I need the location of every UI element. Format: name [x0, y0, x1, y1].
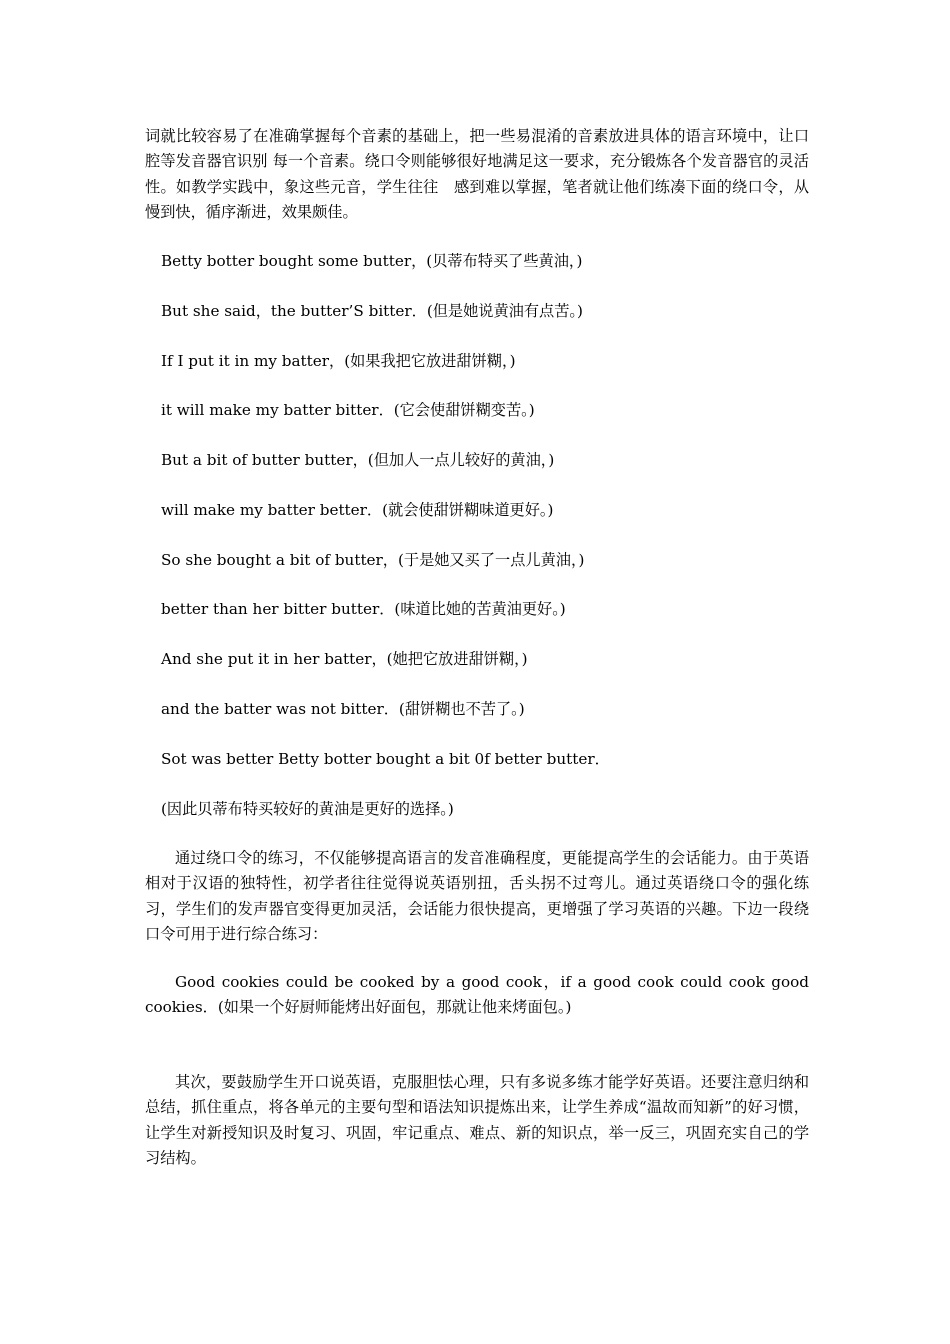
- twister-line-3: If I put it in my batter，(如果我把它放进甜饼糊，): [161, 352, 516, 370]
- twister-line-9: And she put it in her batter，(她把它放进甜饼糊，): [161, 650, 528, 668]
- twister-line-2: But she said，the butter’S bitter．(但是她说黄油有点苦。): [161, 302, 583, 320]
- twister-line-12: (因此贝蒂布特买较好的黄油是更好的选择。): [161, 800, 454, 818]
- twister-line-7: So she bought a bit of butter，(于是她又买了一点儿黄油，): [161, 551, 585, 569]
- twister-line-5: But a bit of butter butter，(但加人一点儿较好的黄油，): [161, 451, 555, 469]
- twister-line-1: Betty botter bought some butter，(贝蒂布特买了些黄油，): [161, 252, 583, 270]
- twister-line-8: better than her bitter butter．(味道比她的苦黄油更好。): [161, 600, 566, 618]
- conclusion-paragraph: 其次，要鼓励学生开口说英语，克服胆怯心理，只有多说多练才能学好英语。还要注意归纳和总结，抓住重点，将各单元的主要句型和语法知识提炼出来，让学生养成“温故而知新”的好习惯，让学生对新授知识及时复习、巩固，牢记重点、难点、新的知识点，举一反三，巩固充实自己的学习结构。: [145, 1073, 809, 1167]
- twister-line-4: it will make my batter bitter．(它会使甜饼糊变苦。): [161, 401, 535, 419]
- practice-paragraph: 通过绕口令的练习，不仅能够提高语言的发音准确程度，更能提高学生的会话能力。由于英语相对于汉语的独特性，初学者往往觉得说英语别扭，舌头拐不过弯儿。通过英语绕口令的强化练习，学生们的发声器官变得更加灵活，会话能力很快提高，更增强了学习英语的兴趣。下边一段绕口令可用于进行综合练习：: [145, 849, 809, 943]
- twister-line-11: Sot was better Betty botter bought a bit 0f better butter．: [161, 750, 610, 768]
- intro-paragraph: 词就比较容易了在准确掌握每个音素的基础上，把一些易混淆的音素放进具体的语言环境中，让口腔等发音器官识别 每一个音素。绕口令则能够很好地满足这一要求，充分锻炼各个发音器官的灵活性。如教学实践中，象这些元音，学生往往 感到难以掌握，笔者就让他们练凑下面的绕口令，从慢到快，循序渐进，效果颇佳。: [145, 127, 809, 221]
- cookies-twister-paragraph: Good cookies could be cooked by a good cook，if a good cook could cook good cookies．(如果一个好厨师能烤出好面包，那就让他来烤面包。): [145, 973, 809, 1017]
- twister-line-10: and the batter was not bitter．(甜饼糊也不苦了。): [161, 700, 525, 718]
- twister-line-6: will make my batter better．(就会使甜饼糊味道更好。): [161, 501, 554, 519]
